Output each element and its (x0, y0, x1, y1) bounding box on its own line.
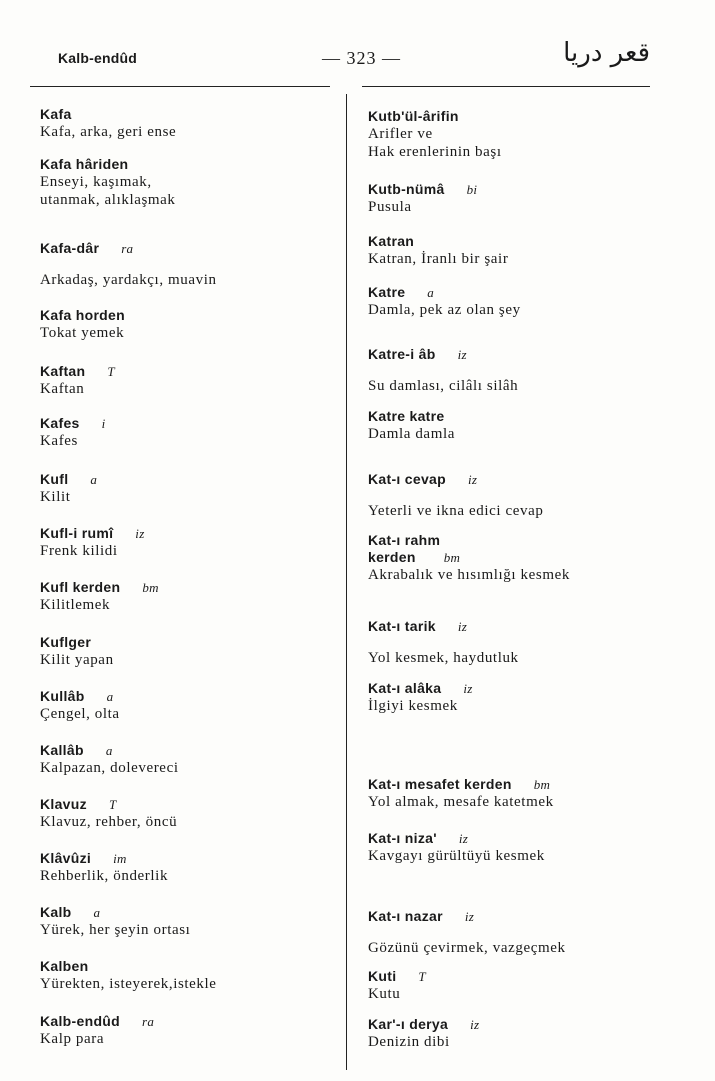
headword-text: Kafa (40, 106, 72, 122)
right-entry (368, 776, 554, 811)
word-origin-tag: bm (533, 777, 551, 792)
headword (368, 968, 426, 985)
word-origin-tag: a (106, 689, 114, 704)
headword-text: kerden (368, 549, 416, 565)
definition: Enseyi, kaşımak, (40, 174, 152, 190)
headword-text: Kat-ı rahm (368, 532, 441, 548)
headword-text: Kaftan (40, 363, 86, 379)
headword (368, 680, 473, 697)
word-origin-tag: a (93, 905, 101, 920)
headword-text: Kufl kerden (40, 579, 121, 595)
headword (40, 1013, 154, 1030)
headword-text: Kallâb (40, 742, 84, 758)
definition: Yeterli ve ikna edici cevap (368, 503, 544, 519)
headword-text: Kafa horden (40, 307, 125, 323)
left-entry (40, 415, 106, 450)
definition: Gözünü çevirmek, vazgeçmek (368, 940, 566, 956)
headword (368, 108, 502, 125)
headword (40, 106, 176, 123)
definition: İlgiyi kesmek (368, 698, 458, 714)
left-entry (40, 363, 115, 398)
definition: Su damlası, cilâlı silâh (368, 378, 519, 394)
right-entry (368, 618, 519, 667)
definition: Damla damla (368, 426, 455, 442)
left-entry (40, 1013, 154, 1048)
word-origin-tag: im (113, 851, 127, 866)
headword (40, 415, 106, 432)
right-entry (368, 830, 545, 865)
page-number: — 323 — (322, 48, 401, 68)
word-origin-tag: T (108, 797, 117, 812)
definition: Denizin dibi (368, 1034, 450, 1050)
word-origin-tag: iz (463, 681, 473, 696)
definition: Tokat yemek (40, 325, 125, 341)
right-entry (368, 1016, 479, 1051)
headword-text: Kufl (40, 471, 69, 487)
header-rule-right (362, 86, 650, 87)
headword (368, 408, 455, 425)
definition: Kutu (368, 986, 401, 1002)
headword (368, 776, 554, 793)
definition: utanmak, alıklaşmak (40, 192, 176, 208)
headword (40, 471, 97, 488)
headword-text: Klâvûzi (40, 850, 92, 866)
headword (40, 634, 114, 651)
definition: Yürekten, isteyerek,istekle (40, 976, 217, 992)
headword (368, 1016, 479, 1033)
definition: Katran, İranlı bir şair (368, 251, 509, 267)
headword (368, 233, 508, 250)
word-origin-tag: bm (443, 550, 461, 565)
right-entry (368, 471, 543, 520)
headword-text: Kat-ı mesafet kerden (368, 776, 512, 792)
page-header (0, 0, 715, 90)
definition: Damla, pek az olan şey (368, 302, 521, 318)
left-entry (40, 634, 114, 669)
definition: Akrabalık ve hısımlığı kesmek (368, 567, 570, 583)
headword-text: Kuflger (40, 634, 92, 650)
headword (368, 284, 521, 301)
headword-text: Kar'-ı derya (368, 1016, 449, 1032)
header-rule-left (30, 86, 330, 87)
headword (368, 908, 566, 925)
definition: Arifler ve (368, 126, 433, 142)
left-entry (40, 106, 176, 141)
word-origin-tag: bi (466, 182, 478, 197)
left-entry (40, 579, 159, 614)
right-entry (368, 908, 566, 957)
definition: Hak erenlerinin başı (368, 144, 502, 160)
headword-text: Kutb'ül-ârifin (368, 108, 459, 124)
right-entry (368, 408, 455, 443)
word-origin-tag: T (418, 969, 426, 984)
headword (40, 579, 159, 596)
left-entry (40, 958, 217, 993)
column-divider (346, 94, 347, 1070)
headword (40, 240, 217, 257)
right-entry (368, 680, 473, 715)
headword-text: Kat-ı niza' (368, 830, 437, 846)
right-entry (368, 108, 502, 161)
headword (40, 307, 125, 324)
headword-text: Katre katre (368, 408, 445, 424)
headword-text: Kat-ı tarik (368, 618, 436, 634)
definition: Kaftan (40, 381, 85, 397)
left-entry (40, 307, 125, 342)
headword-text: Kutb-nümâ (368, 181, 445, 197)
right-entry (368, 968, 426, 1003)
headword-text: Katran (368, 233, 415, 249)
word-origin-tag: iz (457, 347, 467, 362)
running-head: Kalb-endûd (58, 50, 137, 66)
word-origin-tag: i (101, 416, 106, 431)
headword (368, 181, 477, 198)
definition: Kalp para (40, 1031, 105, 1047)
word-origin-tag: bm (142, 580, 159, 595)
right-entry (368, 346, 518, 395)
headword (40, 688, 120, 705)
word-origin-tag: ra (142, 1014, 155, 1029)
left-entry (40, 796, 177, 831)
headword-text: Kufl-i rumî (40, 525, 114, 541)
headword (40, 904, 190, 921)
headword (368, 346, 518, 363)
headword (368, 532, 570, 549)
right-entry (368, 532, 570, 584)
headword (40, 958, 217, 975)
definition: Pusula (368, 199, 412, 215)
definition: Yol almak, mesafe katetmek (368, 794, 554, 810)
headword (40, 850, 168, 867)
word-origin-tag: ra (121, 241, 134, 256)
headword (40, 742, 179, 759)
headword-text: Kat-ı nazar (368, 908, 443, 924)
definition: Kilit yapan (40, 652, 114, 668)
word-origin-tag: a (427, 285, 435, 300)
definition: Arkadaş, yardakçı, muavin (40, 272, 217, 288)
left-entry (40, 240, 217, 289)
left-entry (40, 688, 120, 723)
headword-text: Kat-ı alâka (368, 680, 442, 696)
definition: Kilit (40, 489, 71, 505)
headword-text: Kalb (40, 904, 72, 920)
left-entry (40, 471, 97, 506)
definition: Kavgayı gürültüyü kesmek (368, 848, 545, 864)
left-entry (40, 156, 176, 209)
definition: Yol kesmek, haydutluk (368, 650, 519, 666)
word-origin-tag: iz (457, 619, 468, 634)
headword-text: Klavuz (40, 796, 87, 812)
word-origin-tag: a (105, 743, 113, 758)
headword-text: Kalb-endûd (40, 1013, 120, 1029)
headword (40, 796, 177, 813)
word-origin-tag: T (107, 364, 115, 379)
headword-text: Kat-ı cevap (368, 471, 446, 487)
headword-text: Katre-i âb (368, 346, 436, 362)
right-entry (368, 181, 477, 216)
word-origin-tag: iz (468, 472, 478, 487)
headword-text: Kafa-dâr (40, 240, 100, 256)
headword-text: Kafes (40, 415, 80, 431)
left-entry (40, 525, 145, 560)
headword (368, 471, 543, 488)
definition: Kafa, arka, geri ense (40, 124, 177, 140)
definition: Yürek, her şeyin ortası (40, 922, 191, 938)
definition: Rehberlik, önderlik (40, 868, 169, 884)
headword (40, 525, 145, 542)
definition: Kilitlemek (40, 597, 111, 613)
definition: Çengel, olta (40, 706, 120, 722)
word-origin-tag: a (90, 472, 98, 487)
headword-text: Kuti (368, 968, 397, 984)
definition: Kafes (40, 433, 78, 449)
headword-continued (368, 549, 570, 566)
headword-text: Kafa hâriden (40, 156, 129, 172)
definition: Kalpazan, dolevereci (40, 760, 179, 776)
left-entry (40, 850, 168, 885)
running-head-arabic: قعر دریا (563, 38, 650, 68)
definition: Frenk kilidi (40, 543, 118, 559)
headword (40, 156, 176, 173)
word-origin-tag: iz (135, 526, 145, 541)
headword (368, 618, 519, 635)
word-origin-tag: iz (458, 831, 469, 846)
left-entry (40, 904, 190, 939)
headword-text: Kalben (40, 958, 89, 974)
headword (368, 830, 545, 847)
headword (40, 363, 115, 380)
word-origin-tag: iz (470, 1017, 480, 1032)
right-entry (368, 233, 508, 268)
left-entry (40, 742, 179, 777)
definition: Klavuz, rehber, öncü (40, 814, 178, 830)
right-entry (368, 284, 521, 319)
word-origin-tag: iz (464, 909, 475, 924)
headword-text: Kullâb (40, 688, 85, 704)
headword-text: Katre (368, 284, 406, 300)
